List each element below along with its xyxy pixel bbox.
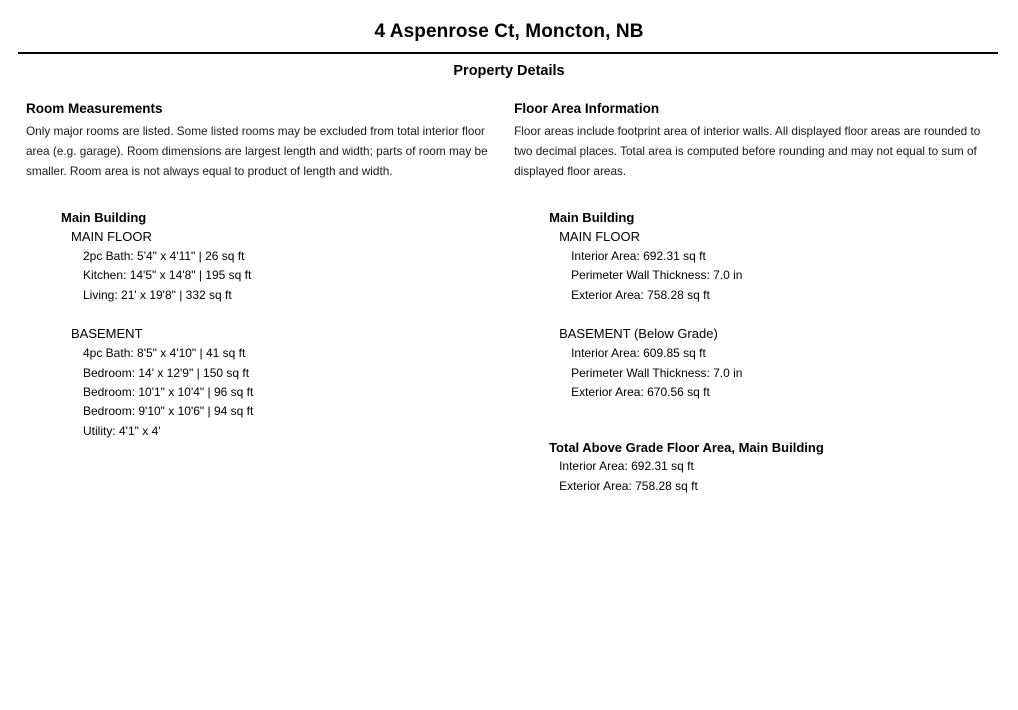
content-columns [0,100,1018,496]
right-area-list-main-floor [514,247,1000,305]
list-item: Exterior Area: 670.56 sq ft [571,385,710,400]
room-measurements-heading: Room Measurements [26,101,163,116]
list-item: Exterior Area: 758.28 sq ft [559,478,698,493]
floor-area-note: Floor areas include footprint area of interior walls. All displayed floor areas are rounded to two decimal places. Total area is computed before rounding and may not equal to sum of displayed floor areas. [514,124,981,178]
list-item: 2pc Bath: 5'4" x 4'11" | 26 sq ft [83,249,245,263]
right-level-main-floor [514,227,1000,305]
room-measurements-column [26,100,514,496]
right-level-basement [514,324,1000,402]
right-building-name: Main Building [549,210,635,225]
left-level-name: MAIN FLOOR [71,229,152,244]
floor-area-information-column [514,100,1000,496]
left-level-name: BASEMENT [71,326,143,342]
list-item: Interior Area: 692.31 sq ft [571,249,706,263]
list-item: Exterior Area: 758.28 sq ft [571,287,710,302]
right-area-list-basement [514,344,1000,402]
total-above-grade-heading: Total Above Grade Floor Area, Main Building [549,440,824,456]
total-above-grade-list [514,457,1000,496]
left-level-basement [26,324,504,441]
right-level-name: BASEMENT (Below Grade) [559,326,718,342]
list-item: Utility: 4'1" x 4' [83,423,161,438]
left-building-block [26,208,504,441]
page-title: 4 Aspenrose Ct, Moncton, NB [374,21,644,42]
right-level-name: MAIN FLOOR [559,229,640,244]
total-above-grade-block [514,438,1000,496]
page-subtitle: Property Details [453,63,565,79]
left-room-list-main-floor [26,247,504,305]
list-item: Bedroom: 14' x 12'9" | 150 sq ft [83,365,250,380]
list-item: Bedroom: 10'1" x 10'4" | 96 sq ft [83,385,254,400]
floor-area-heading: Floor Area Information [514,101,660,116]
list-item: Bedroom: 9'10" x 10'6" | 94 sq ft [83,404,254,419]
right-building-block [514,208,1000,496]
list-item: Kitchen: 14'5" x 14'8" | 195 sq ft [83,268,252,283]
left-building-name: Main Building [61,210,147,225]
room-measurements-note: Only major rooms are listed. Some listed rooms may be excluded from total interior floor area (e.g. garage). Room dimensions are largest length and width; parts of room may be smaller. Room area is not always equal to product of length and width. [26,124,488,178]
list-item: Living: 21' x 19'8" | 332 sq ft [83,287,232,302]
list-item: Interior Area: 609.85 sq ft [571,346,706,361]
list-item: Interior Area: 692.31 sq ft [559,459,694,474]
left-room-list-basement [26,344,504,441]
list-item: Perimeter Wall Thickness: 7.0 in [571,268,743,283]
list-item: 4pc Bath: 8'5" x 4'10" | 41 sq ft [83,346,246,361]
left-level-main-floor [26,227,504,305]
list-item: Perimeter Wall Thickness: 7.0 in [571,365,743,380]
